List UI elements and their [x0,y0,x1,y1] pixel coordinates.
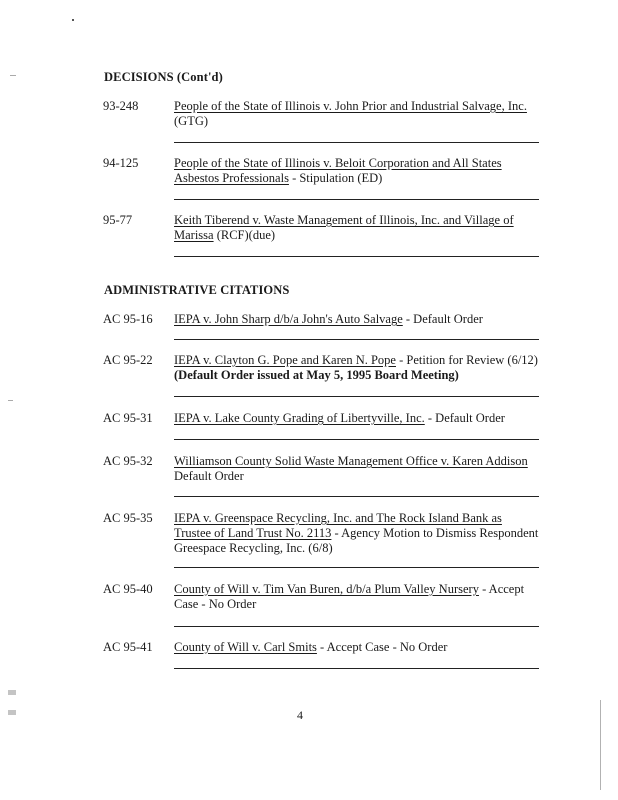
case-entry [174,312,539,327]
case-detail: - Petition for Review (6/12) [395,353,538,367]
case-caption: County of Will v. Carl Smits [174,640,317,654]
separator-line [174,339,539,340]
case-number: 94-125 [103,156,139,170]
case-entry [174,99,539,129]
case-caption: People of the State of Illinois v. John Prior and Industrial Salvage, Inc. [174,99,527,113]
separator-line [174,496,539,497]
case-detail: - Agency Motion to Dismiss Respondent Greespace Recycling, Inc. (6/8) [174,526,539,555]
case-number: AC 95-31 [103,411,153,425]
case-entry [174,454,539,484]
case-detail: (GTG) [174,114,209,128]
case-entry [174,353,539,383]
case-caption: IEPA v. Greenspace Recycling, Inc. and The Rock Island Bank as Trustee of Land Trust No. 2113 [174,511,502,540]
case-entry [174,582,539,612]
case-detail: Default Order [174,469,244,483]
case-detail: - Accept Case - No Order [316,640,448,654]
case-detail: - Accept Case - No Order [174,582,525,611]
separator-line [174,439,539,440]
case-detail: - Stipulation (ED) [288,171,383,185]
scan-speck [8,690,16,695]
case-number: AC 95-35 [103,511,153,525]
case-caption: IEPA v. John Sharp d/b/a John's Auto Salvage [174,312,403,326]
page-number: 4 [297,708,303,722]
case-caption: People of the State of Illinois v. Beloit Corporation and All States Asbestos Professionals [174,156,502,185]
case-number: AC 95-22 [103,353,153,367]
case-number: AC 95-40 [103,582,153,596]
scan-speck [8,710,16,715]
case-detail: - Default Order [424,411,505,425]
case-detail: (RCF)(due) [213,228,276,242]
separator-line [174,396,539,397]
case-note: (Default Order issued at May 5, 1995 Board Meeting) [174,368,459,382]
case-number: 95-77 [103,213,133,227]
case-caption: Williamson County Solid Waste Management Office v. Karen Addison [174,454,528,468]
case-number: AC 95-32 [103,454,153,468]
scan-speck [10,75,16,76]
case-caption: Keith Tiberend v. Waste Management of Illinois, Inc. and Village of Marissa [174,213,514,242]
case-number: 93-248 [103,99,139,113]
case-number: AC 95-41 [103,640,153,654]
case-number: AC 95-16 [103,312,153,326]
separator-line [174,142,539,143]
case-entry [174,213,539,243]
case-detail: - Default Order [402,312,483,326]
case-caption: IEPA v. Clayton G. Pope and Karen N. Pope [174,353,396,367]
case-entry [174,640,539,655]
case-entry [174,156,539,186]
scan-edge-line [600,700,601,790]
scan-speck [8,400,13,401]
case-entry [174,411,539,426]
separator-line [174,256,539,257]
scan-speck [72,19,74,21]
case-caption: IEPA v. Lake County Grading of Libertyville, Inc. [174,411,425,425]
decisions-heading: DECISIONS (Cont'd) [104,70,223,84]
case-caption: County of Will v. Tim Van Buren, d/b/a Plum Valley Nursery [174,582,479,596]
administrative-citations-heading: ADMINISTRATIVE CITATIONS [104,283,290,297]
separator-line [174,626,539,627]
separator-line [174,567,539,568]
case-entry [174,511,539,556]
separator-line [174,199,539,200]
separator-line [174,668,539,669]
